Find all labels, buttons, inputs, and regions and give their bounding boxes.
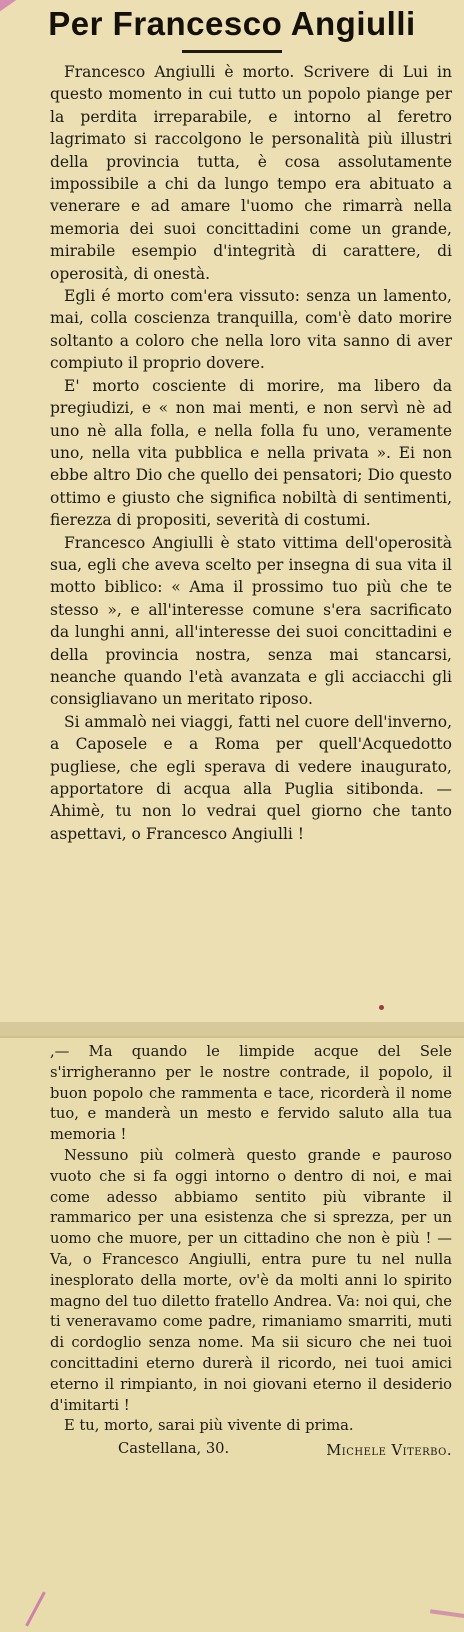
article-body-upper	[0, 61, 464, 845]
paragraph-4: Francesco Angiulli è stato vittima dell'operosità sua, egli che aveva scelto per insegna di sua vita il motto biblico: « Ama il prossimo tuo più che te stesso », e all'interesse comune s'era sacrificato da lunghi anni, all'interesse dei suoi concittadini e della provincia nostra, senza mai stancarsi, neanche quando l'età avanzata e gli acciacchi gli consigliavano un meritato riposo.	[50, 533, 452, 709]
clipping-lower-section	[0, 1036, 464, 1632]
paragraph-2: Egli é morto com'era vissuto: senza un lamento, mai, colla coscienza tranquilla, com'è dato morire soltanto a coloro che nella loro vita sanno di aver compiuto il proprio dovere.	[50, 287, 452, 373]
continuation-paragraph-1: ,— Ma quando le limpide acque del Sele s'irrigheranno per le nostre contrade, il popolo, il buon popolo che rammenta e tace, ricorderà il nome tuo, e manderà un mesto e fervido saluto alla tua memoria !	[50, 1043, 452, 1144]
article-headline: Per Francesco Angiulli	[48, 5, 416, 42]
place-date: Castellana, 30.	[118, 1440, 230, 1458]
continuation-paragraph-3: E tu, morto, sarai più vivente di prima.	[64, 1417, 354, 1435]
headline-rule	[182, 50, 282, 53]
clipping-gap	[0, 1022, 464, 1036]
continuation-paragraph-2: Nessuno più colmerà questo grande e pauroso vuoto che si fa oggi intorno o dentro di noi, e mai come adesso abbiamo sentito più vibrante il rammarico per una esistenza che si sprezza, per un uomo che muore, per un cittadino che non è più ! — Va, o Francesco Angiulli, entra pure tu nel nulla inesplorato della morte, ov'è da molti anni lo spirito magno del tuo diletto fratello Andrea. Va: noi qui, che ti veneravamo come padre, rimaniamo smarriti, muti di cordoglio senza nome. Ma sii sicuro che nei tuoi concittadini eterno durerà il ricordo, nei tuoi amici eterno il rimpianto, in noi giovani eterno il desiderio d'imitarti !	[50, 1146, 452, 1414]
article-body-lower	[0, 1038, 464, 1461]
signature-line	[50, 1439, 452, 1461]
paragraph-3: E' morto cosciente di morire, ma libero da pregiudizi, e « non mai menti, e non servì nè ad uno nè alla folla, e nella folla fu uno, veramente uno, nella vita pubblica e nella privata ». Ei non ebbe altro Dio che quello dei pensatori; Dio questo ottimo e giusto che significa nobiltà di sentimenti, fierezza di propositi, severità di costumi.	[50, 376, 452, 530]
pin-mark	[379, 1005, 384, 1010]
author-signature: Michele Viterbo.	[326, 1442, 452, 1460]
paragraph-5: Si ammalò nei viaggi, fatti nel cuore dell'inverno, a Caposele e a Roma per quell'Acquedotto pugliese, che egli sperava di vedere inaugurato, apportatore di acqua alla Puglia sitibonda. — Ahimè, tu non lo vedrai quel giorno che tanto aspettavi, o Francesco Angiulli !	[50, 712, 452, 843]
paragraph-1: Francesco Angiulli è morto. Scrivere di Lui in questo momento in cui tutto un popolo piange per la perdita irreparabile, e intorno al feretro lagrimato si raccolgono le personalità più illustri della provincia tutta, è cosa assolutamente impossibile a chi da lungo tempo era abituato a venerare e ad amare l'uomo che rimarrà nella memoria dei suoi concittadini come un grande, mirabile esempio d'integrità di carattere, di operosità, di onestà.	[50, 63, 452, 283]
